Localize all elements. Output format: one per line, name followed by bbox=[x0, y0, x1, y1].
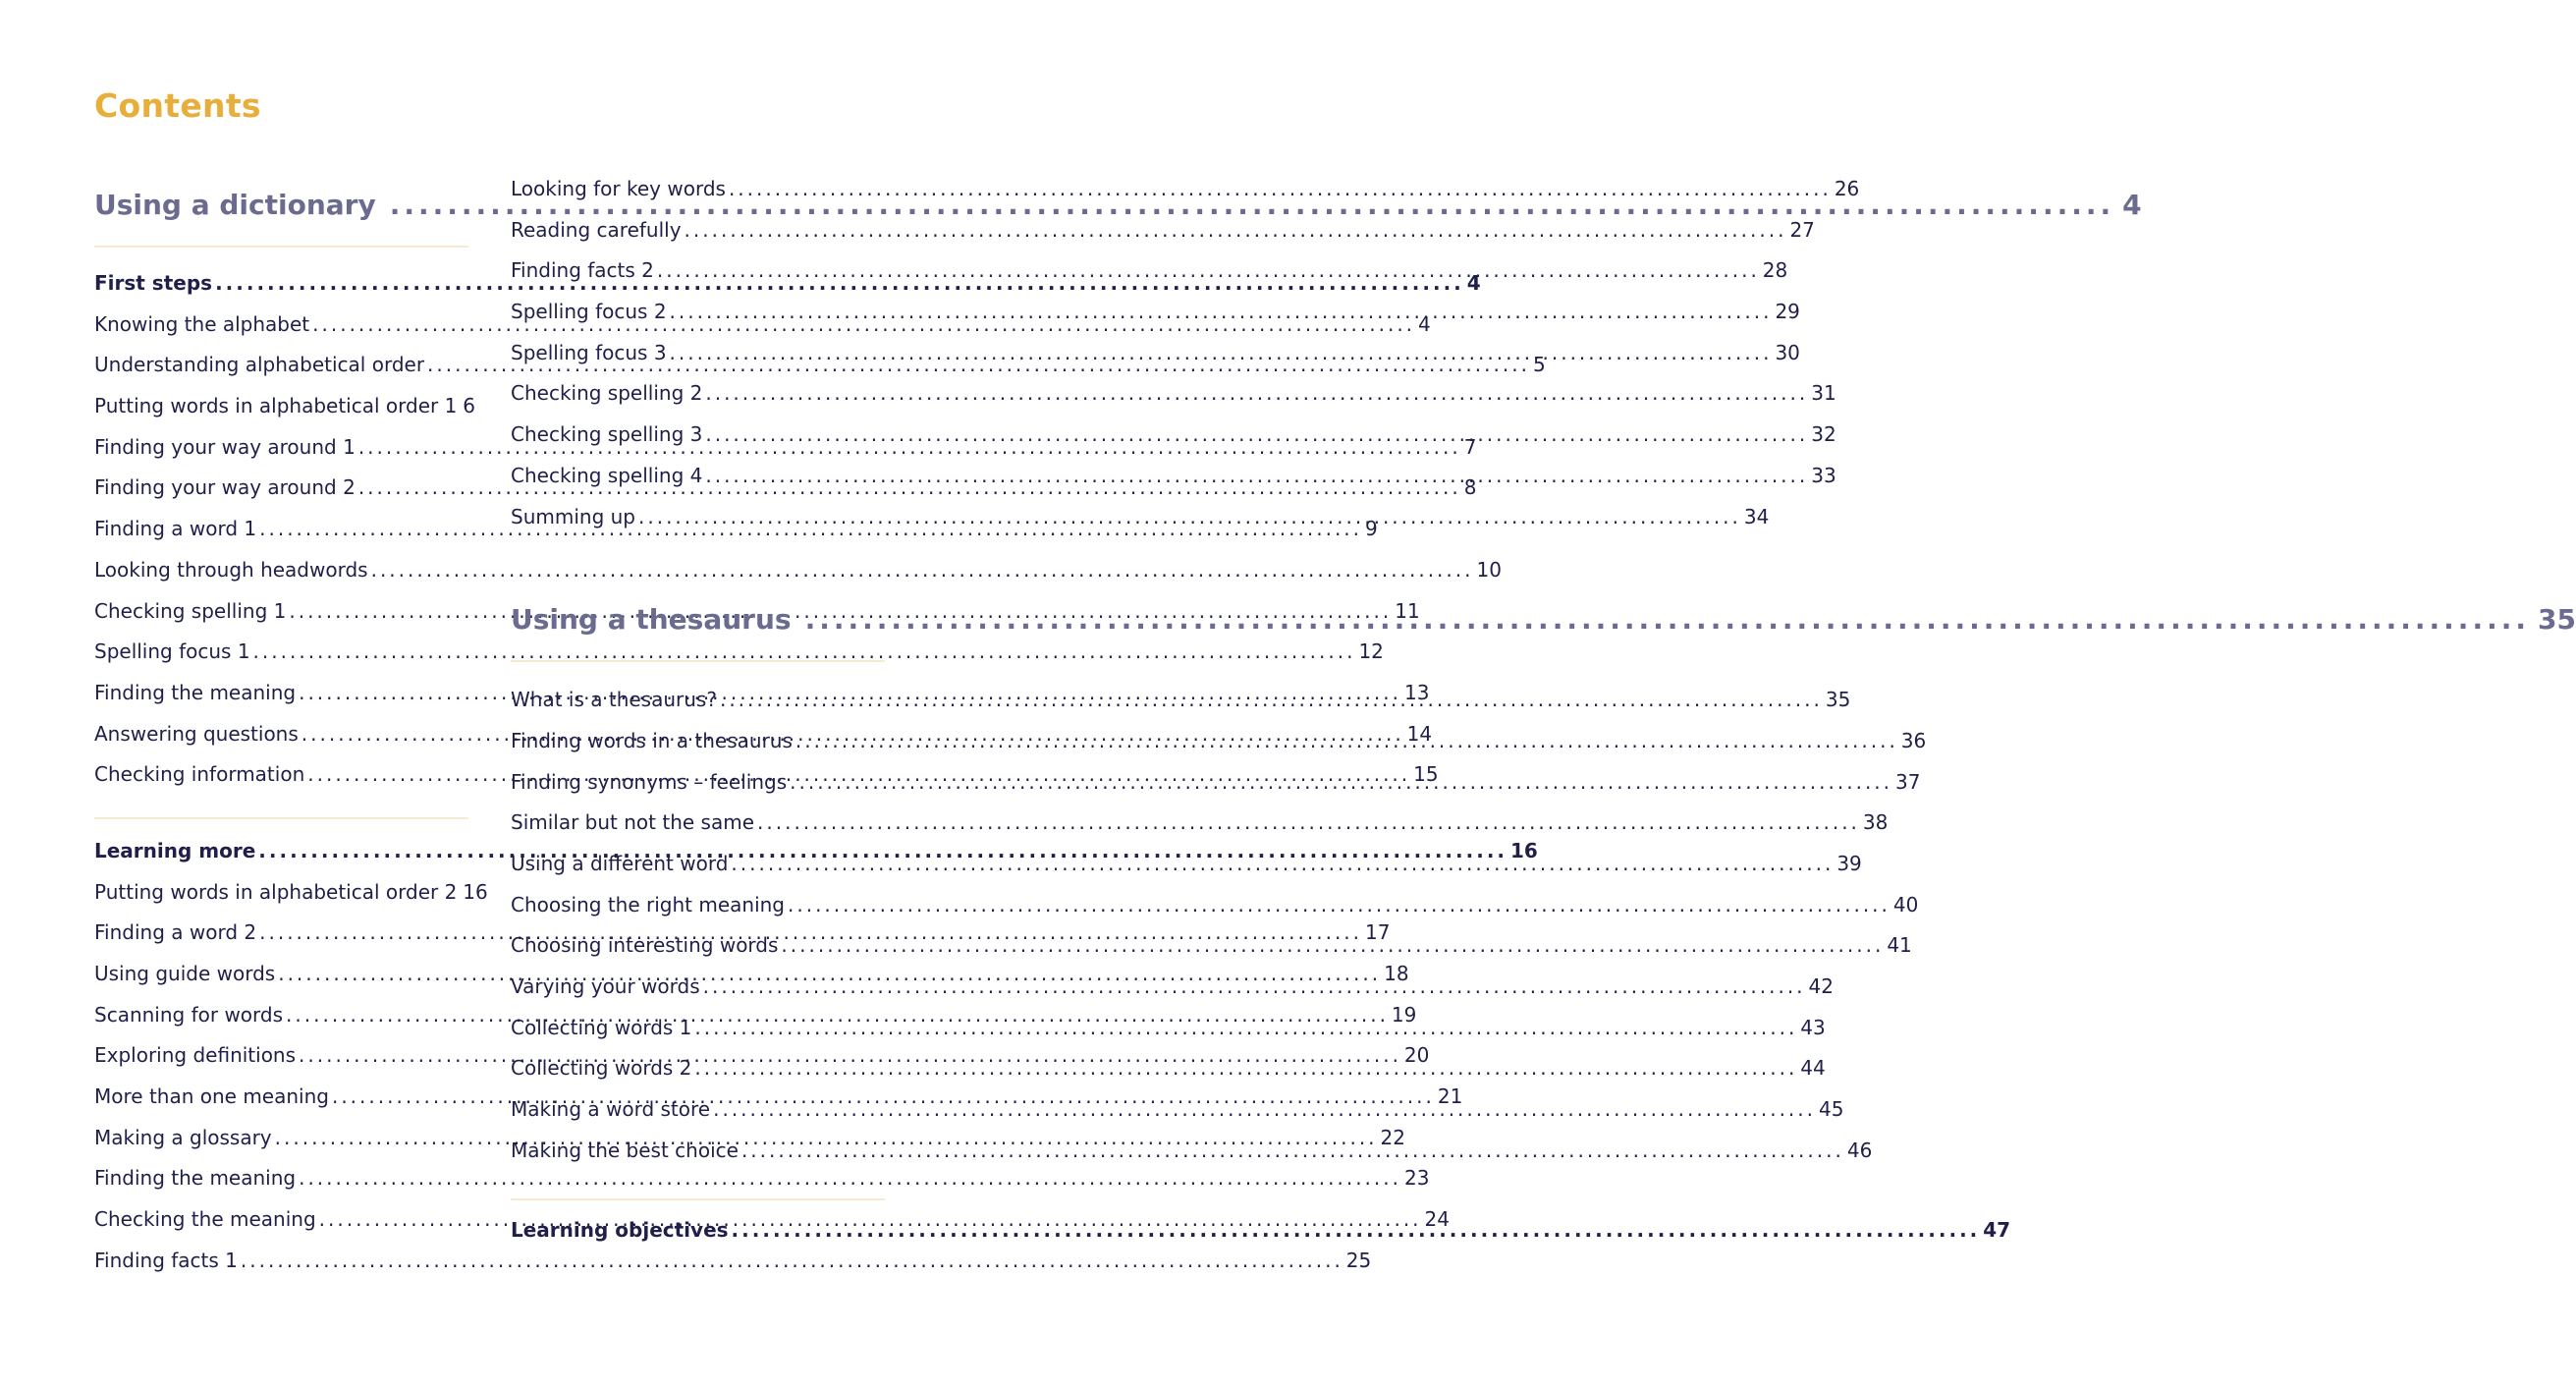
entry-page: 43 bbox=[1800, 1015, 1826, 1039]
entry-page: 13 bbox=[1403, 680, 1430, 704]
section-divider bbox=[94, 246, 468, 248]
entry-page: 6 bbox=[463, 394, 476, 418]
contents-entry[interactable] bbox=[94, 1166, 1430, 1207]
entry-list bbox=[511, 177, 1860, 545]
entry-page: 15 bbox=[1413, 762, 1439, 787]
contents-entry[interactable] bbox=[511, 504, 1770, 546]
entry-page: 19 bbox=[1391, 1002, 1417, 1027]
entry-page: 23 bbox=[1403, 1166, 1430, 1191]
contents-entry[interactable] bbox=[94, 639, 1384, 681]
entry-page: 28 bbox=[1762, 258, 1788, 283]
entry-label: Finding your way around 1 bbox=[94, 434, 356, 459]
leader-dots bbox=[788, 893, 1891, 917]
entry-label: Putting words in alphabetical order 1 bbox=[94, 394, 458, 418]
section-heading-page: 4 bbox=[2122, 188, 2142, 221]
entry-label: Understanding alphabetical order bbox=[94, 353, 425, 377]
contents-entry[interactable] bbox=[511, 381, 1836, 422]
contents-entry[interactable] bbox=[511, 258, 1788, 300]
leader-dots bbox=[703, 974, 1806, 998]
entry-page: 42 bbox=[1808, 974, 1834, 998]
contents-entry[interactable] bbox=[511, 851, 1862, 893]
entry-label: Finding your way around 2 bbox=[94, 475, 356, 500]
entry-page: 34 bbox=[1743, 504, 1770, 528]
entry-page: 46 bbox=[1846, 1138, 1873, 1162]
entry-page: 40 bbox=[1892, 892, 1919, 917]
entry-page: 32 bbox=[1811, 422, 1836, 447]
entry-page: 35 bbox=[1825, 688, 1851, 712]
leader-dots bbox=[795, 729, 1898, 752]
entry-label: Finding facts 1 bbox=[94, 1248, 238, 1272]
contents-entry[interactable] bbox=[94, 517, 1378, 558]
contents-entry[interactable] bbox=[511, 177, 1860, 218]
entry-label: What is a thesaurus? bbox=[511, 688, 717, 712]
leader-dots bbox=[705, 422, 1808, 446]
entry-page: 38 bbox=[1862, 810, 1889, 835]
entry-label: Checking information bbox=[94, 762, 305, 787]
leader-dots bbox=[694, 1016, 1797, 1039]
entry-label: Similar but not the same bbox=[511, 810, 755, 835]
entry-label: Spelling focus 1 bbox=[94, 639, 250, 664]
page-title: Contents bbox=[94, 86, 261, 125]
entry-page: 33 bbox=[1811, 463, 1836, 487]
entry-page: 27 bbox=[1789, 217, 1815, 242]
leader-dots bbox=[657, 258, 1760, 282]
leader-dots bbox=[638, 505, 1741, 528]
entry-label: Scanning for words bbox=[94, 1002, 284, 1027]
leader-dots bbox=[731, 852, 1834, 875]
entry-page: 36 bbox=[1900, 728, 1927, 752]
entry-label: Answering questions bbox=[94, 721, 299, 746]
section-divider bbox=[94, 817, 468, 819]
entry-page: 37 bbox=[1895, 769, 1921, 794]
entry-page: 14 bbox=[1406, 721, 1433, 746]
entry-label: Looking for key words bbox=[511, 177, 726, 200]
leader-dots bbox=[805, 603, 2530, 636]
entry-label: Making a glossary bbox=[94, 1125, 272, 1149]
contents-entry[interactable] bbox=[511, 340, 1800, 382]
entry-label: Finding the meaning bbox=[94, 680, 297, 704]
section-heading-page: 35 bbox=[2537, 602, 2576, 636]
entry-label: Knowing the alphabet bbox=[94, 311, 310, 336]
contents-entry[interactable] bbox=[511, 217, 1815, 259]
spacer bbox=[511, 545, 885, 591]
entry-label: Finding synonyms – feelings bbox=[511, 769, 788, 794]
entry-label: Looking through headwords bbox=[94, 557, 368, 582]
entry-page: 17 bbox=[1365, 920, 1391, 945]
entry-label: Learning objectives bbox=[511, 1218, 729, 1243]
leader-dots bbox=[757, 810, 1860, 834]
section-divider bbox=[511, 660, 885, 662]
entry-label: Checking spelling 3 bbox=[511, 422, 703, 447]
leader-dots bbox=[781, 933, 1884, 957]
entry-label: Checking spelling 2 bbox=[511, 381, 703, 406]
entry-page: 11 bbox=[1395, 598, 1420, 623]
entry-page: 31 bbox=[1811, 381, 1836, 406]
entry-label: First steps bbox=[94, 271, 213, 295]
leader-dots bbox=[705, 464, 1808, 487]
entry-label: Checking spelling 4 bbox=[511, 463, 703, 487]
contents-entry[interactable] bbox=[511, 300, 1800, 341]
entry-page: 26 bbox=[1834, 177, 1860, 200]
entry-label: Summing up bbox=[511, 504, 635, 528]
contents-entry[interactable] bbox=[94, 1248, 1372, 1290]
contents-entry[interactable] bbox=[94, 394, 476, 435]
entry-page: 7 bbox=[1463, 434, 1477, 459]
leader-dots bbox=[790, 770, 1892, 794]
section-heading-label: Using a thesaurus bbox=[511, 602, 792, 636]
entry-label: Finding a word 1 bbox=[94, 517, 257, 541]
entry-label: Checking the meaning bbox=[94, 1207, 316, 1232]
entry-label: Learning more bbox=[94, 838, 256, 862]
entry-label: Making the best choice bbox=[511, 1138, 739, 1162]
entry-label: Collecting words 2 bbox=[511, 1056, 692, 1081]
entry-label: Reading carefully bbox=[511, 217, 682, 242]
entry-page: 21 bbox=[1437, 1084, 1463, 1109]
entry-page: 8 bbox=[1463, 475, 1477, 500]
entry-label: Spelling focus 2 bbox=[511, 300, 667, 324]
entry-page: 18 bbox=[1384, 962, 1409, 985]
entry-page: 5 bbox=[1532, 353, 1546, 377]
entry-label: Choosing interesting words bbox=[511, 933, 779, 958]
entry-page: 39 bbox=[1836, 851, 1862, 875]
leader-dots bbox=[741, 1139, 1844, 1162]
entry-page: 9 bbox=[1365, 517, 1378, 541]
entry-label: Making a word store bbox=[511, 1097, 711, 1122]
entry-label: Putting words in alphabetical order 2 bbox=[94, 879, 458, 904]
section-divider bbox=[511, 1198, 885, 1200]
entry-label: Choosing the right meaning bbox=[511, 892, 785, 917]
entry-label: Spelling focus 3 bbox=[511, 340, 667, 364]
leader-dots bbox=[720, 688, 1823, 711]
entry-page: 29 bbox=[1775, 300, 1800, 324]
entry-page: 44 bbox=[1800, 1056, 1826, 1081]
entry-page: 41 bbox=[1887, 933, 1912, 958]
entry-page: 4 bbox=[1418, 311, 1431, 336]
leader-dots bbox=[670, 341, 1773, 364]
leader-dots bbox=[685, 218, 1787, 242]
entry-label: Finding facts 2 bbox=[511, 258, 654, 283]
entry-page: 16 bbox=[1510, 838, 1538, 862]
entry-page: 12 bbox=[1358, 639, 1384, 664]
entry-label: Finding words in a thesaurus bbox=[511, 728, 793, 752]
entry-page: 4 bbox=[1466, 271, 1481, 295]
entry-page: 45 bbox=[1819, 1097, 1844, 1122]
contents-entry[interactable] bbox=[94, 879, 488, 921]
leader-dots bbox=[670, 300, 1773, 323]
leader-dots bbox=[729, 177, 1832, 200]
entry-page: 25 bbox=[1345, 1248, 1372, 1272]
entry-page: 10 bbox=[1476, 557, 1502, 582]
entry-page: 24 bbox=[1424, 1207, 1450, 1232]
leader-dots bbox=[713, 1097, 1816, 1121]
leader-dots bbox=[705, 381, 1808, 405]
entry-page: 16 bbox=[463, 879, 488, 904]
contents-entry[interactable] bbox=[94, 557, 1502, 599]
contents-entry[interactable] bbox=[511, 463, 1836, 505]
entry-label: Finding a word 2 bbox=[94, 920, 257, 945]
leader-dots bbox=[732, 1218, 1981, 1242]
section-heading-label: Using a dictionary bbox=[94, 188, 376, 221]
entry-page: 47 bbox=[1983, 1218, 2011, 1243]
entry-label: Finding the meaning bbox=[94, 1166, 297, 1191]
entry-label: Exploring definitions bbox=[94, 1043, 297, 1068]
leader-dots bbox=[694, 1056, 1797, 1080]
entry-label: More than one meaning bbox=[94, 1084, 329, 1109]
entry-label: Using guide words bbox=[94, 962, 276, 985]
entry-label: Checking spelling 1 bbox=[94, 598, 287, 623]
entry-page: 22 bbox=[1380, 1125, 1405, 1149]
contents-entry[interactable] bbox=[511, 422, 1836, 464]
entry-page: 20 bbox=[1403, 1043, 1430, 1068]
entry-label: Using a different word bbox=[511, 851, 729, 875]
entry-page: 30 bbox=[1775, 340, 1800, 364]
entry-label: Collecting words 1 bbox=[511, 1015, 692, 1039]
entry-label: Varying your words bbox=[511, 974, 700, 998]
